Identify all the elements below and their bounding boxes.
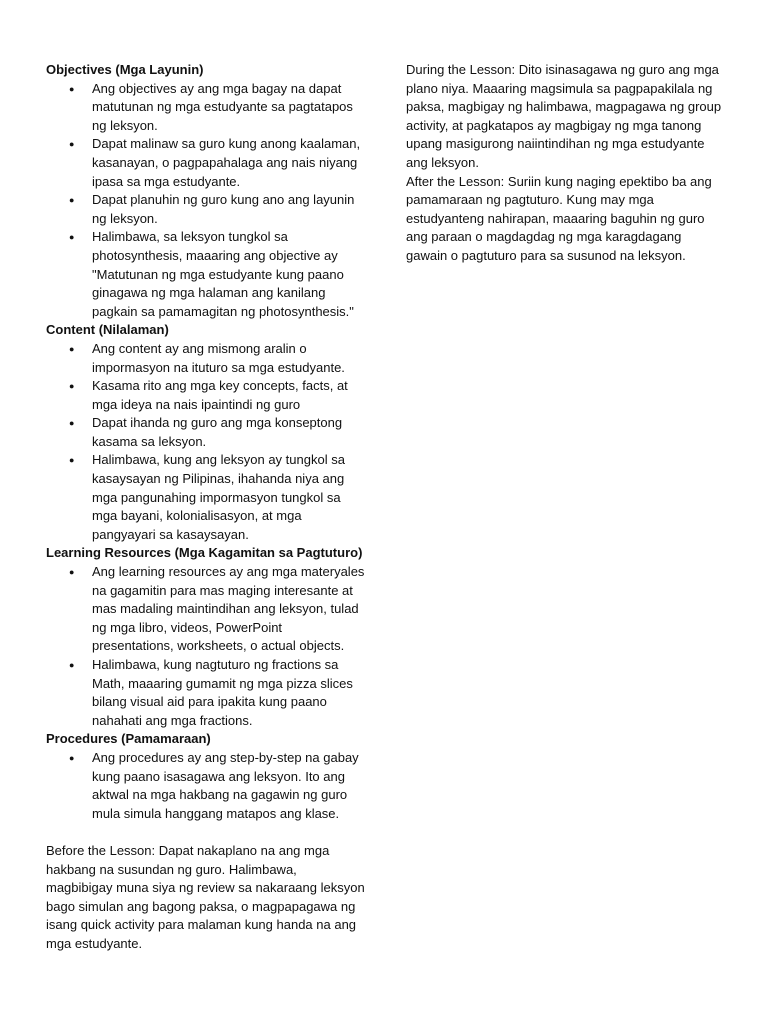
list-item: ● Halimbawa, sa leksyon tungkol sa photosynthesis, maaaring ang objective ay "Matutunan ng mga estudyante kung paano ginagawa ng mga halaman ang kanilang pagkain sa pamamagitan ng photosynthesis." xyxy=(92,228,366,321)
list-item: ● Halimbawa, kung nagtuturo ng fractions sa Math, maaaring gumamit ng mga pizza slices bilang visual aid para ipakita kung paano nahahati ang mga fractions. xyxy=(92,656,366,730)
list-item: ● Ang content ay ang mismong aralin o impormasyon na ituturo sa mga estudyante. xyxy=(92,340,366,377)
list-item: ● Ang procedures ay ang step-by-step na gabay kung paano isasagawa ang leksyon. Ito ang aktwal na mga hakbang na gagawin ng guro mula simula hanggang matapos ang klase. xyxy=(92,749,366,823)
section-heading: Objectives (Mga Layunin) xyxy=(46,62,204,77)
list-item: ● Kasama rito ang mga key concepts, facts, at mga ideya na nais ipaintindi ng guro xyxy=(92,377,366,414)
list-item: ● Dapat planuhin ng guro kung ano ang layunin ng leksyon. xyxy=(92,191,366,228)
bullet-list xyxy=(46,340,366,545)
section-learning-resources xyxy=(46,544,366,730)
bullet-list xyxy=(46,563,366,730)
list-item: ● Dapat ihanda ng guro ang mga konseptong kasama sa leksyon. xyxy=(92,414,366,451)
section-objectives xyxy=(46,61,366,321)
section-procedures xyxy=(46,730,366,823)
section-heading: Content (Nilalaman) xyxy=(46,322,169,338)
section-heading: Learning Resources (Mga Kagamitan sa Pagtuturo) xyxy=(46,545,363,561)
during-lesson-paragraph: During the Lesson: Dito isinasagawa ng guro ang mga plano niya. Maaaring magsimula sa pagpapakilala ng paksa, magbigay ng halimbawa, magpagawa ng group activity, at pagkatapos ay magbigay ng mga tanong upang masigurong naiintindihan ng mga estudyante ang leksyon. xyxy=(406,62,722,170)
section-heading: Procedures (Pamamaraan) xyxy=(46,731,211,747)
left-column xyxy=(46,61,366,954)
bullet-list xyxy=(46,749,366,823)
section-content xyxy=(46,321,366,544)
list-item: ● Ang objectives ay ang mga bagay na dapat matutunan ng mga estudyante sa pagtatapos ng leksyon. xyxy=(92,80,366,136)
before-lesson-paragraph: Before the Lesson: Dapat nakaplano na ang mga hakbang na susundan ng guro. Halimbawa, magbibigay muna siya ng review sa nakaraang leksyon bago simulan ang bagong paksa, o magpapagawa ng isang quick activity para malaman kung handa na ang mga estudyante. xyxy=(46,842,365,951)
after-lesson-paragraph: After the Lesson: Suriin kung naging epektibo ba ang pamamaraan ng pagtuturo. Kung may mga estudyanteng nahirapan, maaaring baguhin ng guro ang paraan o magdagdag ng mga karagdagang gawain o pagtuturo para sa susunod na leksyon. xyxy=(406,173,712,263)
list-item: ● Halimbawa, kung ang leksyon ay tungkol sa kasaysayan ng Pilipinas, ihahanda niya ang mga pangunahing impormasyon tungkol sa mga bayani, kolonialisasyon, at mga pangyayari sa kasaysayan. xyxy=(92,451,366,544)
list-item: ● Ang learning resources ay ang mga materyales na gagamitin para mas maging interesante at mas madaling maintindihan ang leksyon, tulad ng mga libro, videos, PowerPoint presentations, worksheets, o actual objects. xyxy=(92,563,366,656)
list-item: ● Dapat malinaw sa guro kung anong kaalaman, kasanayan, o pagpapahalaga ang nais niyang ipasa sa mga estudyante. xyxy=(92,135,366,191)
right-column xyxy=(406,61,724,266)
blank-line xyxy=(46,823,366,842)
bullet-list xyxy=(46,80,366,322)
